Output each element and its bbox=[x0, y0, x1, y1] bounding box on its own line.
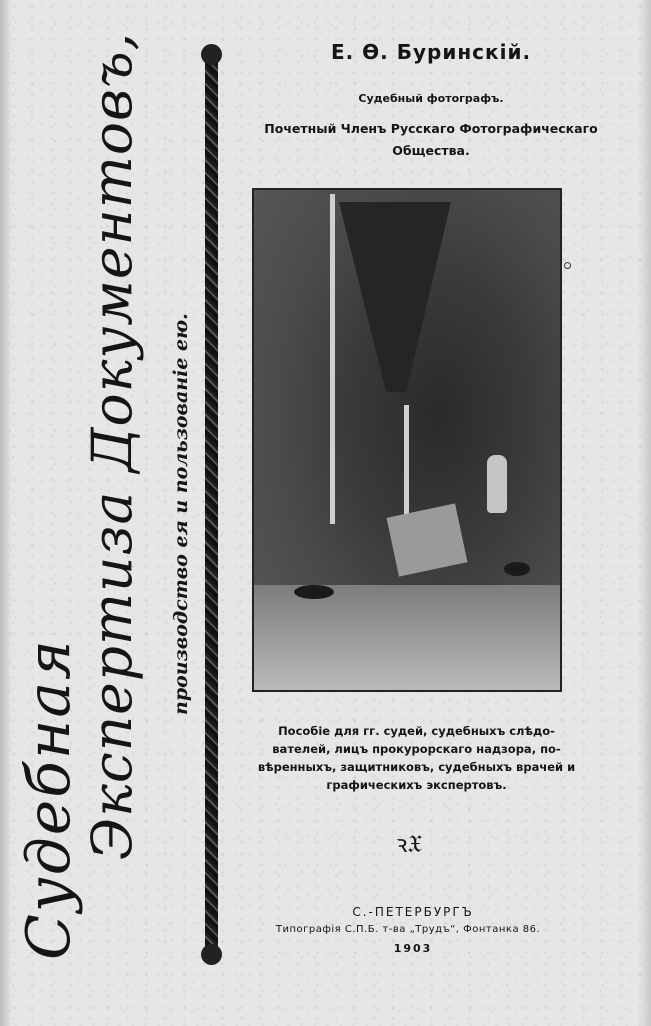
photo-tripod-leg bbox=[404, 405, 409, 525]
photo-dark-cloth bbox=[339, 202, 451, 392]
author-role: Судебный фотографъ. bbox=[358, 92, 504, 105]
spine-subtitle: производство ея и пользованіе ею. bbox=[170, 313, 192, 715]
photo-lamp bbox=[487, 455, 507, 513]
left-edge-shadow bbox=[0, 0, 12, 1026]
photo-paper-object bbox=[387, 503, 468, 576]
author-name: Е. Ѳ. Буринскій. bbox=[330, 40, 532, 64]
printer-info: Типографія С.П.Б. т-ва „Трудъ“, Фонтанка 86. bbox=[275, 924, 541, 935]
ornament-flourish: ꝛ𝔛 bbox=[395, 830, 423, 858]
spine-title-line-2: Экспертиза Документовъ, bbox=[80, 31, 144, 860]
small-circle-mark bbox=[564, 262, 571, 269]
rope-end-bottom bbox=[201, 944, 222, 965]
photo-table-surface bbox=[254, 585, 560, 690]
photo-shadow bbox=[294, 585, 334, 599]
photo-tripod-leg bbox=[330, 194, 335, 524]
cover-photograph bbox=[252, 188, 562, 692]
spine-title-line-1: Судебная bbox=[14, 638, 84, 960]
right-edge-shadow bbox=[639, 0, 651, 1026]
publication-city: С.-ПЕТЕРБУРГЪ bbox=[352, 905, 474, 919]
rope-end-top bbox=[201, 44, 222, 65]
author-membership: Почетный Членъ Русскаго Фотографическаго Общества. bbox=[264, 121, 598, 158]
photo-shadow bbox=[504, 562, 530, 576]
rope-divider bbox=[205, 48, 218, 956]
publication-year: 1903 bbox=[393, 942, 433, 955]
book-description: Пособіе для гг. судей, судебныхъ слѣдователей, лицъ прокурорскаго надзора, повѣренныхъ, защитниковъ, судебныхъ врачей и графическихъ экспертовъ. bbox=[257, 724, 576, 792]
